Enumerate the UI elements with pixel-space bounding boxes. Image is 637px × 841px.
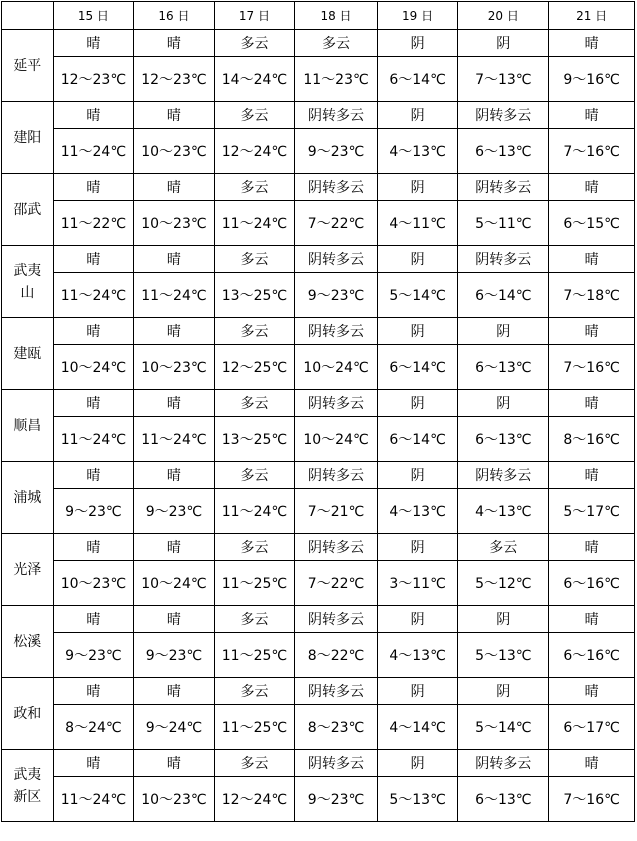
temperature-row bbox=[2, 489, 635, 534]
temperature-cell: 10～24℃ bbox=[134, 561, 215, 606]
weather-cell: 阴转多云 bbox=[295, 678, 378, 705]
weather-cell: 阴转多云 bbox=[295, 750, 378, 777]
temperature-cell: 7～16℃ bbox=[549, 777, 635, 822]
weather-cell: 阴 bbox=[458, 678, 549, 705]
city-name-cell bbox=[2, 606, 54, 678]
weather-cell: 阴转多云 bbox=[295, 462, 378, 489]
temperature-cell: 10～24℃ bbox=[295, 417, 378, 462]
date-header-row bbox=[2, 2, 635, 30]
weather-row bbox=[2, 678, 635, 705]
temperature-cell: 14～24℃ bbox=[214, 57, 295, 102]
temperature-row bbox=[2, 129, 635, 174]
weather-cell: 晴 bbox=[53, 678, 134, 705]
weather-row bbox=[2, 246, 635, 273]
temperature-cell: 12～25℃ bbox=[214, 345, 295, 390]
weather-cell: 多云 bbox=[214, 678, 295, 705]
city-name-cell bbox=[2, 678, 54, 750]
temperature-cell: 10～23℃ bbox=[53, 561, 134, 606]
temperature-cell: 9～23℃ bbox=[53, 633, 134, 678]
weather-cell: 晴 bbox=[549, 750, 635, 777]
temperature-cell: 4～11℃ bbox=[377, 201, 458, 246]
weather-cell: 阴转多云 bbox=[458, 102, 549, 129]
weather-cell: 晴 bbox=[53, 30, 134, 57]
weather-cell: 阴转多云 bbox=[295, 318, 378, 345]
weather-cell: 多云 bbox=[214, 462, 295, 489]
weather-row bbox=[2, 102, 635, 129]
temperature-cell: 6～14℃ bbox=[377, 57, 458, 102]
temperature-cell: 5～11℃ bbox=[458, 201, 549, 246]
temperature-cell: 4～13℃ bbox=[377, 633, 458, 678]
temperature-row bbox=[2, 777, 635, 822]
temperature-row bbox=[2, 705, 635, 750]
city-name: 政和 bbox=[13, 705, 42, 722]
temperature-cell: 8～22℃ bbox=[295, 633, 378, 678]
weather-cell: 晴 bbox=[134, 678, 215, 705]
weather-cell: 阴 bbox=[377, 678, 458, 705]
weather-row bbox=[2, 174, 635, 201]
temperature-cell: 11～25℃ bbox=[214, 561, 295, 606]
weather-cell: 阴 bbox=[377, 390, 458, 417]
weather-cell: 晴 bbox=[53, 462, 134, 489]
date-header: 16 日 bbox=[134, 2, 215, 30]
city-name-cell bbox=[2, 102, 54, 174]
weather-cell: 多云 bbox=[214, 102, 295, 129]
city-name-cell bbox=[2, 246, 54, 318]
weather-cell: 阴 bbox=[377, 606, 458, 633]
temperature-cell: 9～23℃ bbox=[295, 129, 378, 174]
temperature-cell: 11～24℃ bbox=[53, 777, 134, 822]
weather-cell: 阴 bbox=[377, 30, 458, 57]
weather-cell: 晴 bbox=[134, 174, 215, 201]
temperature-cell: 10～23℃ bbox=[134, 129, 215, 174]
weather-cell: 阴转多云 bbox=[295, 606, 378, 633]
city-name: 邵武 bbox=[13, 201, 42, 218]
city-name-cell bbox=[2, 30, 54, 102]
city-name-cell bbox=[2, 390, 54, 462]
weather-cell: 晴 bbox=[549, 390, 635, 417]
temperature-cell: 13～25℃ bbox=[214, 417, 295, 462]
temperature-cell: 10～23℃ bbox=[134, 345, 215, 390]
temperature-cell: 3～11℃ bbox=[377, 561, 458, 606]
temperature-cell: 6～13℃ bbox=[458, 345, 549, 390]
temperature-cell: 6～16℃ bbox=[549, 633, 635, 678]
weather-cell: 晴 bbox=[549, 534, 635, 561]
temperature-cell: 7～16℃ bbox=[549, 129, 635, 174]
temperature-cell: 11～24℃ bbox=[134, 273, 215, 318]
weather-cell: 多云 bbox=[214, 534, 295, 561]
temperature-cell: 7～22℃ bbox=[295, 561, 378, 606]
temperature-row bbox=[2, 417, 635, 462]
date-header: 18 日 bbox=[295, 2, 378, 30]
weather-cell: 晴 bbox=[549, 30, 635, 57]
weather-cell: 晴 bbox=[53, 246, 134, 273]
city-name-cell bbox=[2, 750, 54, 822]
weather-cell: 晴 bbox=[53, 318, 134, 345]
temperature-cell: 8～23℃ bbox=[295, 705, 378, 750]
weather-cell: 阴转多云 bbox=[458, 174, 549, 201]
temperature-row bbox=[2, 345, 635, 390]
city-name: 新区 bbox=[13, 788, 42, 805]
temperature-row bbox=[2, 201, 635, 246]
weather-row bbox=[2, 390, 635, 417]
temperature-cell: 6～14℃ bbox=[377, 345, 458, 390]
weather-cell: 多云 bbox=[214, 750, 295, 777]
temperature-cell: 7～13℃ bbox=[458, 57, 549, 102]
weather-cell: 晴 bbox=[134, 606, 215, 633]
temperature-cell: 5～13℃ bbox=[458, 633, 549, 678]
temperature-cell: 10～24℃ bbox=[295, 345, 378, 390]
city-name: 延平 bbox=[13, 57, 42, 74]
weather-cell: 阴 bbox=[377, 534, 458, 561]
city-name: 松溪 bbox=[13, 633, 42, 650]
weather-cell: 晴 bbox=[53, 606, 134, 633]
temperature-cell: 5～14℃ bbox=[377, 273, 458, 318]
temperature-cell: 12～24℃ bbox=[214, 777, 295, 822]
weather-cell: 阴 bbox=[458, 30, 549, 57]
temperature-cell: 6～13℃ bbox=[458, 417, 549, 462]
weather-cell: 晴 bbox=[53, 174, 134, 201]
city-name: 光泽 bbox=[13, 561, 42, 578]
temperature-cell: 9～23℃ bbox=[53, 489, 134, 534]
temperature-cell: 11～24℃ bbox=[53, 417, 134, 462]
temperature-cell: 4～13℃ bbox=[458, 489, 549, 534]
temperature-cell: 11～25℃ bbox=[214, 633, 295, 678]
temperature-cell: 12～23℃ bbox=[134, 57, 215, 102]
city-name-cell bbox=[2, 174, 54, 246]
temperature-cell: 6～15℃ bbox=[549, 201, 635, 246]
temperature-row bbox=[2, 57, 635, 102]
temperature-cell: 7～16℃ bbox=[549, 345, 635, 390]
weather-cell: 多云 bbox=[295, 30, 378, 57]
temperature-cell: 4～14℃ bbox=[377, 705, 458, 750]
weather-cell: 阴转多云 bbox=[295, 246, 378, 273]
weather-cell: 晴 bbox=[134, 30, 215, 57]
weather-cell: 阴 bbox=[377, 174, 458, 201]
temperature-cell: 11～24℃ bbox=[53, 129, 134, 174]
temperature-cell: 8～16℃ bbox=[549, 417, 635, 462]
date-header: 15 日 bbox=[53, 2, 134, 30]
city-name: 浦城 bbox=[13, 489, 42, 506]
city-name-cell bbox=[2, 462, 54, 534]
weather-cell: 阴转多云 bbox=[295, 534, 378, 561]
weather-cell: 晴 bbox=[53, 534, 134, 561]
temperature-cell: 6～14℃ bbox=[458, 273, 549, 318]
temperature-cell: 5～14℃ bbox=[458, 705, 549, 750]
date-header: 21 日 bbox=[549, 2, 635, 30]
temperature-cell: 9～16℃ bbox=[549, 57, 635, 102]
weather-cell: 阴转多云 bbox=[458, 750, 549, 777]
city-name-cell bbox=[2, 534, 54, 606]
weather-cell: 晴 bbox=[134, 462, 215, 489]
weather-row bbox=[2, 462, 635, 489]
weather-row bbox=[2, 606, 635, 633]
weather-cell: 阴 bbox=[377, 102, 458, 129]
temperature-cell: 11～24℃ bbox=[134, 417, 215, 462]
temperature-cell: 13～25℃ bbox=[214, 273, 295, 318]
weather-cell: 多云 bbox=[214, 30, 295, 57]
temperature-cell: 9～23℃ bbox=[134, 489, 215, 534]
weather-cell: 晴 bbox=[134, 102, 215, 129]
temperature-cell: 12～24℃ bbox=[214, 129, 295, 174]
weather-cell: 多云 bbox=[214, 318, 295, 345]
weather-cell: 晴 bbox=[53, 390, 134, 417]
temperature-cell: 9～23℃ bbox=[295, 777, 378, 822]
weather-row bbox=[2, 750, 635, 777]
weather-cell: 阴 bbox=[377, 750, 458, 777]
temperature-cell: 7～18℃ bbox=[549, 273, 635, 318]
weather-cell: 阴转多云 bbox=[295, 390, 378, 417]
temperature-row bbox=[2, 633, 635, 678]
temperature-cell: 6～13℃ bbox=[458, 129, 549, 174]
weather-cell: 多云 bbox=[214, 606, 295, 633]
city-name: 建阳 bbox=[13, 129, 42, 146]
weather-cell: 晴 bbox=[134, 318, 215, 345]
temperature-cell: 6～16℃ bbox=[549, 561, 635, 606]
weather-cell: 阴转多云 bbox=[458, 462, 549, 489]
weather-cell: 晴 bbox=[549, 174, 635, 201]
temperature-cell: 4～13℃ bbox=[377, 489, 458, 534]
temperature-cell: 11～25℃ bbox=[214, 705, 295, 750]
temperature-cell: 6～13℃ bbox=[458, 777, 549, 822]
temperature-cell: 5～13℃ bbox=[377, 777, 458, 822]
weather-row bbox=[2, 30, 635, 57]
weather-cell: 晴 bbox=[134, 750, 215, 777]
temperature-cell: 9～23℃ bbox=[134, 633, 215, 678]
weather-cell: 晴 bbox=[549, 318, 635, 345]
weather-cell: 阴转多云 bbox=[458, 246, 549, 273]
temperature-cell: 11～24℃ bbox=[214, 489, 295, 534]
weather-cell: 阴 bbox=[377, 246, 458, 273]
city-name: 山 bbox=[20, 284, 35, 301]
temperature-cell: 5～17℃ bbox=[549, 489, 635, 534]
forecast-table-body bbox=[2, 2, 635, 822]
temperature-row bbox=[2, 273, 635, 318]
weather-cell: 多云 bbox=[214, 390, 295, 417]
forecast-table bbox=[1, 1, 635, 822]
weather-cell: 晴 bbox=[549, 678, 635, 705]
weather-cell: 多云 bbox=[214, 174, 295, 201]
weather-row bbox=[2, 534, 635, 561]
temperature-cell: 9～23℃ bbox=[295, 273, 378, 318]
date-header: 19 日 bbox=[377, 2, 458, 30]
temperature-cell: 6～14℃ bbox=[377, 417, 458, 462]
weather-cell: 阴 bbox=[458, 318, 549, 345]
weather-cell: 多云 bbox=[458, 534, 549, 561]
temperature-cell: 7～21℃ bbox=[295, 489, 378, 534]
date-header: 20 日 bbox=[458, 2, 549, 30]
weather-cell: 晴 bbox=[134, 246, 215, 273]
temperature-cell: 7～22℃ bbox=[295, 201, 378, 246]
temperature-cell: 11～24℃ bbox=[53, 273, 134, 318]
weather-cell: 阴转多云 bbox=[295, 102, 378, 129]
weather-cell: 晴 bbox=[549, 246, 635, 273]
weather-cell: 阴 bbox=[377, 318, 458, 345]
city-name: 顺昌 bbox=[13, 417, 42, 434]
weather-cell: 晴 bbox=[53, 102, 134, 129]
weather-row bbox=[2, 318, 635, 345]
weather-cell: 晴 bbox=[134, 390, 215, 417]
temperature-cell: 11～23℃ bbox=[295, 57, 378, 102]
weather-cell: 多云 bbox=[214, 246, 295, 273]
city-name: 武夷 bbox=[13, 262, 42, 279]
temperature-cell: 11～24℃ bbox=[214, 201, 295, 246]
temperature-cell: 6～17℃ bbox=[549, 705, 635, 750]
date-header: 17 日 bbox=[214, 2, 295, 30]
temperature-cell: 11～22℃ bbox=[53, 201, 134, 246]
weather-cell: 晴 bbox=[53, 750, 134, 777]
temperature-cell: 4～13℃ bbox=[377, 129, 458, 174]
temperature-cell: 5～12℃ bbox=[458, 561, 549, 606]
header-corner-cell bbox=[2, 2, 54, 30]
weather-cell: 晴 bbox=[549, 462, 635, 489]
city-name-cell bbox=[2, 318, 54, 390]
temperature-cell: 8～24℃ bbox=[53, 705, 134, 750]
weather-cell: 晴 bbox=[549, 606, 635, 633]
temperature-cell: 9～24℃ bbox=[134, 705, 215, 750]
temperature-cell: 12～23℃ bbox=[53, 57, 134, 102]
city-name: 建瓯 bbox=[13, 345, 42, 362]
weather-cell: 阴 bbox=[377, 462, 458, 489]
temperature-cell: 10～23℃ bbox=[134, 201, 215, 246]
weather-cell: 晴 bbox=[134, 534, 215, 561]
city-name: 武夷 bbox=[13, 766, 42, 783]
weather-cell: 阴转多云 bbox=[295, 174, 378, 201]
temperature-cell: 10～24℃ bbox=[53, 345, 134, 390]
weather-cell: 阴 bbox=[458, 606, 549, 633]
temperature-row bbox=[2, 561, 635, 606]
weather-cell: 晴 bbox=[549, 102, 635, 129]
weather-cell: 阴 bbox=[458, 390, 549, 417]
temperature-cell: 10～23℃ bbox=[134, 777, 215, 822]
